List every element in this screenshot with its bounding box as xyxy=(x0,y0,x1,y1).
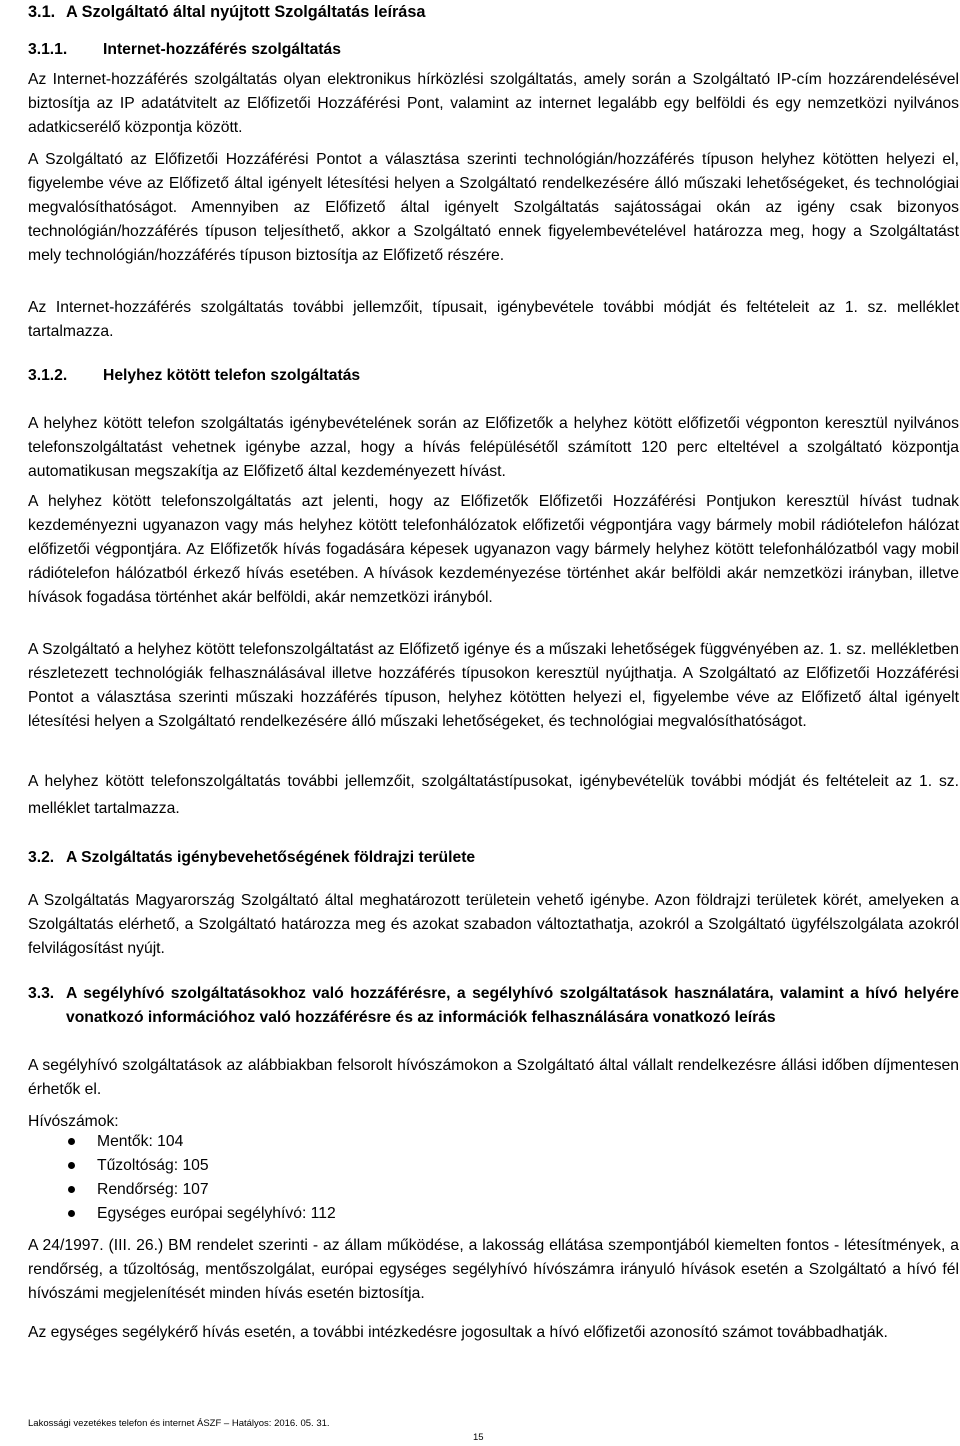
emergency-numbers-list xyxy=(28,1130,628,1226)
heading-number: 3.2. xyxy=(28,849,55,866)
paragraph: A helyhez kötött telefonszolgáltatás további jellemzőit, szolgáltatástípusokat, igénybevételük további módját és feltételeit az 1. sz. melléklet tartalmazza. xyxy=(28,773,959,817)
heading-number: 3.1.1. xyxy=(28,41,68,58)
heading-title: Internet-hozzáférés szolgáltatás xyxy=(103,41,341,58)
paragraph: Az egységes segélykérő hívás esetén, a további intézkedésre jogosultak a hívó előfizetői azonosító számot továbbadhatják. xyxy=(28,1324,888,1341)
footer-text: Lakossági vezetékes telefon és internet ÁSZF – Hatályos: 2016. 05. 31. xyxy=(28,1418,330,1429)
heading-3-1 xyxy=(28,0,425,24)
paragraph: A helyhez kötött telefonszolgáltatás azt jelenti, hogy az Előfizetők Előfizetői Hozzáférési Pontjukon keresztül hívást tudnak kezdeményezni ugyanazon vagy más helyhez kötött telefonhálózatok előfizetői végpontjára vagy bármely mobil rádiótelefon hálózat előfizetői végpontjára. Az Előfizetők hívás fogadására képesek ugyanazon vagy bármely helyhez kötött telefonhálózatból vagy mobil rádiótelefon hálózatból érkező hívás esetében. A hívások kezdeményezése történhet akár belföldi akár nemzetközi irányban, illetve hívások fogadása történhet akár belföldi, akár nemzetközi irányból. xyxy=(28,493,959,606)
heading-3-1-2 xyxy=(28,364,360,388)
paragraph: A segélyhívó szolgáltatások az alábbiakban felsorolt hívószámokon a Szolgáltató által vállalt rendelkezésre állási időben díjmentesen érhetők el. xyxy=(28,1057,959,1098)
paragraph: Az Internet-hozzáférés szolgáltatás olyan elektronikus hírközlési szolgáltatás, amely során a Szolgáltató IP-cím hozzárendelésével biztosítja az IP adatátvitelt az Előfizetői Hozzáférési Pont, valamint az internet legalább egy belföldi és egy nemzetközi nyilvános adatkicserélő központja között. xyxy=(28,71,959,136)
list-item: Egységes európai segélyhívó: 112 xyxy=(28,1202,628,1226)
heading-3-2 xyxy=(28,846,475,870)
paragraph: A Szolgáltatás Magyarország Szolgáltató által meghatározott területein vehető igénybe. Azon földrajzi területek körét, amelyeken a Szolgáltatás elérhető, a Szolgáltató határozza meg és azokat szabadon változtathatja, azokról a Szolgáltató ügyfélszolgálata azokról felvilágosítást nyújt. xyxy=(28,892,959,957)
list-item: Rendőrség: 107 xyxy=(28,1178,628,1202)
heading-title: Helyhez kötött telefon szolgáltatás xyxy=(103,367,361,384)
heading-number: 3.1. xyxy=(28,3,56,21)
heading-3-3 xyxy=(28,982,959,1030)
heading-number: 3.1.2. xyxy=(28,367,68,384)
page-number: 15 xyxy=(473,1432,484,1443)
paragraph: A Szolgáltató a helyhez kötött telefonszolgáltatást az Előfizető igénye és a műszaki lehetőségek függvényében az. 1. sz. mellékletben részletezett technológiák felhasználásával illetve hozzáférés típusokon keresztül nyújthatja. A Szolgáltató az Előfizetői Hozzáférési Pontot a választása szerinti műszaki hozzáférés típuson, helyhez kötötten helyezi el, figyelembe véve az Előfizető által igényelt létesítési helyen a Szolgáltató rendelkezésére álló műszaki lehetőségeket, és technológiai megvalósíthatóságot. xyxy=(28,641,959,730)
paragraph: A 24/1997. (III. 26.) BM rendelet szerinti - az állam működése, a lakosság ellátása szempontjából kiemelten fontos - létesítmények, a rendőrség, a tűzoltóság, mentőszolgálat, európai egységes segélyhívó hívószámra irányuló hívások esetén a Szolgáltató a hívó fél hívószámi megjelenítését minden hívás esetén biztosítja. xyxy=(28,1237,959,1302)
heading-title: A Szolgáltatás igénybevehetőségének földrajzi területe xyxy=(66,849,476,866)
heading-title: A Szolgáltató által nyújtott Szolgáltatás leírása xyxy=(66,3,426,21)
list-label: Hívószámok: xyxy=(28,1113,119,1130)
heading-number: 3.3. xyxy=(28,985,55,1002)
list-item: Tűzoltóság: 105 xyxy=(28,1154,628,1178)
paragraph: A helyhez kötött telefon szolgáltatás igénybevételének során az Előfizetők a helyhez kötött előfizetői végponton keresztül nyilvános telefonszolgáltatást vehetnek igénybe azzal, hogy a hívás felépülésétől számított 120 perc elteltével a szolgáltató központja automatikusan megszakítja az Előfizető által kezdeményezett hívást. xyxy=(28,415,959,480)
heading-3-1-1 xyxy=(28,38,341,62)
paragraph: A Szolgáltató az Előfizetői Hozzáférési Pontot a választása szerinti technológián/hozzáférés típuson helyhez kötötten helyezi el, figyelembe véve az Előfizető által igényelt létesítési helyen a Szolgáltató rendelkezésére álló műszaki lehetőségeket, és technológiai megvalósíthatóságot. Amennyiben az Előfizető által igényelt Szolgáltatás sajátosságai okán az igény csak bizonyos technológián/hozzáférés típuson teljesíthető, akkor a Szolgáltató ennek figyelembevételével határozza meg, hogy a Szolgáltatást mely technológián/hozzáférés típuson biztosítja az Előfizető részére. xyxy=(28,151,959,264)
list-item: Mentők: 104 xyxy=(28,1130,628,1154)
heading-title: A segélyhívó szolgáltatásokhoz való hozzáférésre, a segélyhívó szolgáltatások használatára, valamint a hívó helyére vonatkozó információhoz való hozzáférésre és az információk felhasználására vonatkozó leírás xyxy=(66,985,959,1026)
paragraph: Az Internet-hozzáférés szolgáltatás további jellemzőit, típusait, igénybevétele további módját és feltételeit az 1. sz. melléklet tartalmazza. xyxy=(28,299,959,340)
